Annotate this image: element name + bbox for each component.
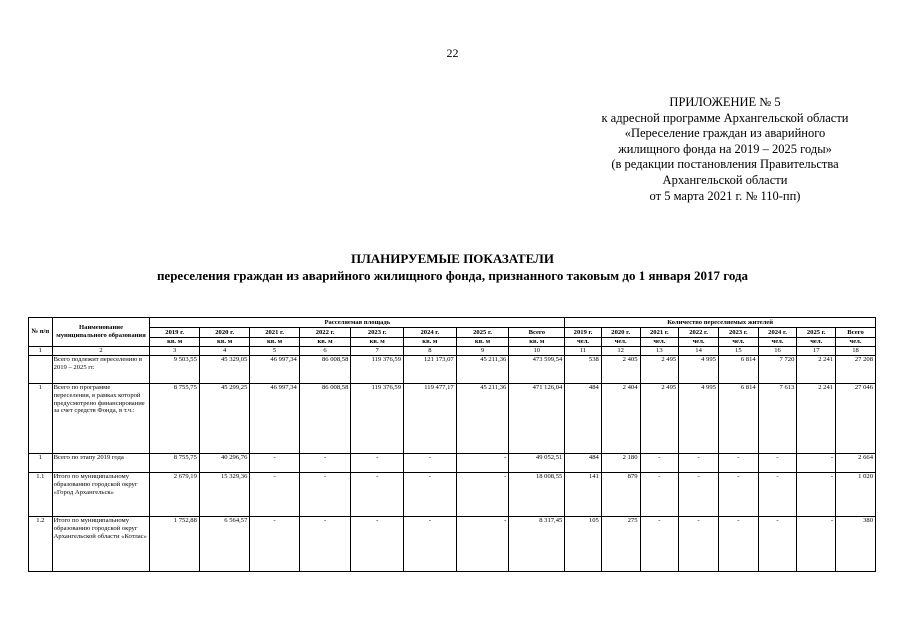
area-cell: 46 997,34 — [250, 356, 299, 384]
people-cell: - — [797, 454, 836, 473]
area-cell: 8 755,75 — [150, 454, 199, 473]
header-total: Всего — [509, 328, 565, 338]
area-cell: - — [351, 454, 404, 473]
row-name: Всего по программе переселения, в рамках которой предусмотрено финансирование за счет средств Фонда, в т.ч.: — [52, 384, 150, 454]
column-index: 4 — [199, 347, 250, 356]
header-unit: чел. — [718, 338, 758, 347]
header-year: 2021 г. — [250, 328, 299, 338]
area-total-cell: 18 008,55 — [509, 473, 565, 517]
header-year: 2020 г. — [601, 328, 640, 338]
appendix-line: Архангельской области — [662, 172, 788, 187]
people-cell: - — [758, 454, 797, 473]
area-cell: 119 477,17 — [404, 384, 457, 454]
area-cell: - — [404, 517, 457, 572]
people-cell: 2 180 — [601, 454, 640, 473]
area-total-cell: 473 599,54 — [509, 356, 565, 384]
header-unit: чел. — [758, 338, 797, 347]
area-cell: 46 997,34 — [250, 384, 299, 454]
appendix-block — [560, 95, 890, 204]
column-index: 5 — [250, 347, 299, 356]
people-cell: 6 814 — [718, 384, 758, 454]
column-index: 1 — [29, 347, 53, 356]
area-cell: 45 211,36 — [456, 384, 509, 454]
people-cell: - — [640, 473, 679, 517]
people-cell: - — [679, 517, 719, 572]
people-cell: 2 495 — [640, 384, 679, 454]
area-cell: - — [456, 473, 509, 517]
area-cell: 45 299,25 — [199, 384, 250, 454]
header-year: 2025 г. — [797, 328, 836, 338]
appendix-line: (в редакции постановления Правительства — [611, 157, 839, 172]
header-unit: кв. м — [250, 338, 299, 347]
area-cell: - — [351, 517, 404, 572]
area-cell: 86 008,58 — [299, 384, 351, 454]
column-index: 17 — [797, 347, 836, 356]
people-cell: - — [758, 517, 797, 572]
column-index: 15 — [718, 347, 758, 356]
table-row — [29, 454, 876, 473]
people-total-cell: 27 046 — [836, 384, 876, 454]
row-name: Итого по муниципальному образованию городской округ «Город Архангельск» — [52, 473, 150, 517]
area-cell: - — [299, 473, 351, 517]
table-row — [29, 517, 876, 572]
people-cell: - — [679, 454, 719, 473]
header-unit: чел. — [797, 338, 836, 347]
area-cell: - — [456, 454, 509, 473]
header-group-people: Количество переселяемых жителей — [565, 318, 876, 328]
header-group-area: Расселяемая площадь — [150, 318, 565, 328]
people-cell: 141 — [565, 473, 602, 517]
area-cell: - — [351, 473, 404, 517]
people-cell: 2 404 — [601, 384, 640, 454]
people-cell: 484 — [565, 454, 602, 473]
header-unit: чел. — [640, 338, 679, 347]
area-cell: 2 679,19 — [150, 473, 199, 517]
people-cell: 4 995 — [679, 384, 719, 454]
people-total-cell: 1 020 — [836, 473, 876, 517]
appendix-line: жилищного фонда на 2019 – 2025 годы» — [618, 141, 832, 156]
people-cell: - — [797, 517, 836, 572]
appendix-line: к адресной программе Архангельской области — [601, 110, 849, 125]
appendix-line: от 5 марта 2021 г. № 110-пп) — [649, 188, 801, 203]
column-index: 12 — [601, 347, 640, 356]
people-cell: 6 814 — [718, 356, 758, 384]
header-unit: кв. м — [150, 338, 199, 347]
area-cell: - — [250, 454, 299, 473]
area-cell: - — [299, 454, 351, 473]
area-cell: - — [250, 473, 299, 517]
people-cell: - — [718, 473, 758, 517]
column-index: 18 — [836, 347, 876, 356]
indicators-table — [28, 317, 876, 572]
area-cell: - — [456, 517, 509, 572]
header-year: 2022 г. — [679, 328, 719, 338]
header-unit: кв. м — [199, 338, 250, 347]
row-name: Всего по этапу 2019 года — [52, 454, 150, 473]
header-year: 2019 г. — [150, 328, 199, 338]
people-cell: - — [679, 473, 719, 517]
header-unit: чел. — [565, 338, 602, 347]
people-cell: 2 241 — [797, 384, 836, 454]
column-index: 14 — [679, 347, 719, 356]
column-index: 8 — [404, 347, 457, 356]
header-year: 2025 г. — [456, 328, 509, 338]
area-cell: 15 329,36 — [199, 473, 250, 517]
area-cell: - — [404, 454, 457, 473]
area-total-cell: 49 052,51 — [509, 454, 565, 473]
row-number: 1.2 — [29, 517, 53, 572]
people-total-cell: 27 208 — [836, 356, 876, 384]
area-cell: 119 376,59 — [351, 356, 404, 384]
area-cell: 119 376,59 — [351, 384, 404, 454]
title-line-2: переселения граждан из аварийного жилищного фонда, признанного таковым до 1 января 2017 года — [156, 268, 749, 283]
header-year: 2023 г. — [351, 328, 404, 338]
column-index: 11 — [565, 347, 602, 356]
column-index: 10 — [509, 347, 565, 356]
header-year: 2023 г. — [718, 328, 758, 338]
area-cell: 121 173,07 — [404, 356, 457, 384]
row-name: Итого по муниципальному образованию городской округ Архангельской области «Котлас» — [52, 517, 150, 572]
header-unit: чел. — [601, 338, 640, 347]
people-cell: 2 405 — [601, 356, 640, 384]
area-total-cell: 8 317,45 — [509, 517, 565, 572]
row-name: Всего подлежит переселению в 2019 – 2025 гг. — [52, 356, 150, 384]
header-year: 2024 г. — [758, 328, 797, 338]
document-title — [0, 250, 905, 284]
header-units-row — [29, 338, 876, 347]
column-index: 3 — [150, 347, 199, 356]
area-cell: 9 503,55 — [150, 356, 199, 384]
header-unit: кв. м — [404, 338, 457, 347]
people-cell: 2 241 — [797, 356, 836, 384]
row-number: 1 — [29, 454, 53, 473]
header-unit: чел. — [679, 338, 719, 347]
people-cell: - — [758, 473, 797, 517]
area-cell: 6 564,57 — [199, 517, 250, 572]
people-cell: 105 — [565, 517, 602, 572]
appendix-line: ПРИЛОЖЕНИЕ № 5 — [669, 95, 781, 109]
column-index: 7 — [351, 347, 404, 356]
header-years-row — [29, 328, 876, 338]
area-cell: 45 211,36 — [456, 356, 509, 384]
row-number: 1.1 — [29, 473, 53, 517]
area-total-cell: 471 126,04 — [509, 384, 565, 454]
table-row — [29, 356, 876, 384]
people-cell: 7 613 — [758, 384, 797, 454]
column-index: 9 — [456, 347, 509, 356]
people-cell: 4 995 — [679, 356, 719, 384]
header-no: № п/п — [29, 318, 53, 347]
area-cell: 45 329,05 — [199, 356, 250, 384]
people-cell: 275 — [601, 517, 640, 572]
area-cell: 86 008,58 — [299, 356, 351, 384]
appendix-line: «Переселение граждан из аварийного — [624, 126, 826, 141]
table-row — [29, 384, 876, 454]
table-row — [29, 473, 876, 517]
people-cell: - — [718, 517, 758, 572]
column-index-row — [29, 347, 876, 356]
header-unit: кв. м — [456, 338, 509, 347]
header-unit: кв. м — [509, 338, 565, 347]
people-cell: - — [797, 473, 836, 517]
people-cell: 538 — [565, 356, 602, 384]
column-index: 6 — [299, 347, 351, 356]
column-index: 16 — [758, 347, 797, 356]
people-cell: 484 — [565, 384, 602, 454]
area-cell: - — [250, 517, 299, 572]
people-cell: - — [640, 517, 679, 572]
people-cell: - — [718, 454, 758, 473]
area-cell: 40 296,76 — [199, 454, 250, 473]
title-line-1: ПЛАНИРУЕМЫЕ ПОКАЗАТЕЛИ — [351, 251, 554, 266]
people-total-cell: 380 — [836, 517, 876, 572]
people-cell: 7 720 — [758, 356, 797, 384]
header-total: Всего — [836, 328, 876, 338]
page-number: 22 — [446, 46, 459, 60]
people-cell: 2 495 — [640, 356, 679, 384]
column-index: 13 — [640, 347, 679, 356]
header-unit: кв. м — [299, 338, 351, 347]
area-cell: 1 752,88 — [150, 517, 199, 572]
header-year: 2024 г. — [404, 328, 457, 338]
header-name: Наименование муниципального образования — [52, 318, 150, 347]
area-cell: - — [404, 473, 457, 517]
header-year: 2021 г. — [640, 328, 679, 338]
header-unit: чел. — [836, 338, 876, 347]
row-number — [29, 356, 53, 384]
header-year: 2019 г. — [565, 328, 602, 338]
header-unit: кв. м — [351, 338, 404, 347]
people-cell: - — [640, 454, 679, 473]
people-total-cell: 2 664 — [836, 454, 876, 473]
header-year: 2020 г. — [199, 328, 250, 338]
area-cell: 8 755,75 — [150, 384, 199, 454]
people-cell: 879 — [601, 473, 640, 517]
row-number: 1 — [29, 384, 53, 454]
column-index: 2 — [52, 347, 150, 356]
area-cell: - — [299, 517, 351, 572]
header-year: 2022 г. — [299, 328, 351, 338]
